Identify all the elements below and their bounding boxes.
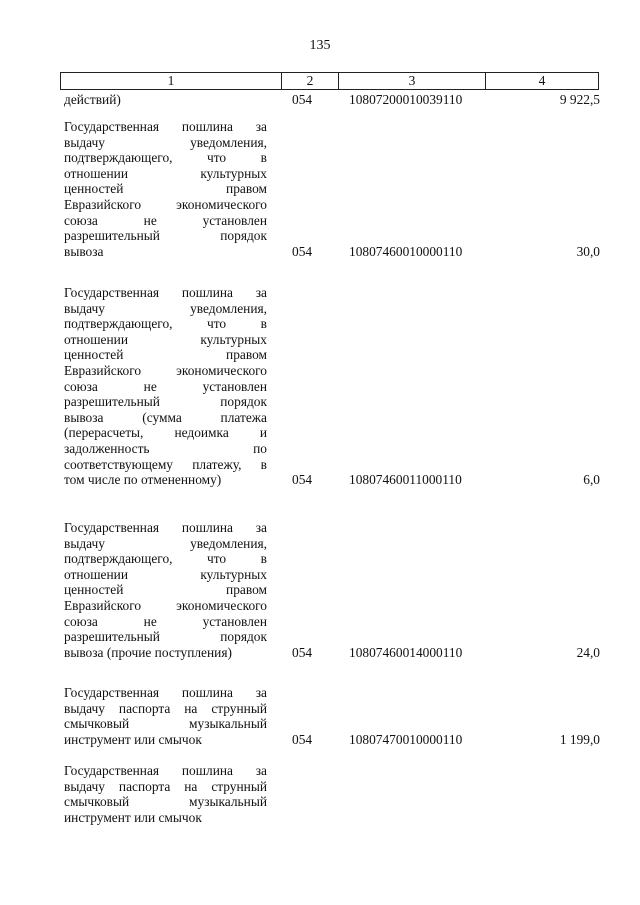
row-name-line: ценностей правом xyxy=(64,582,267,598)
row-name xyxy=(64,92,267,108)
row-name-line: выдачу уведомления, xyxy=(64,535,267,551)
row-name-line: выдачу уведомления, xyxy=(64,134,267,150)
column-3-header: 3 xyxy=(339,73,486,89)
row-code: 054 xyxy=(292,731,313,747)
row-amount: 9 922,5 xyxy=(559,92,600,107)
row-name-line: смычковый музыкальный xyxy=(64,794,267,810)
row-name-line: Государственная пошлина за xyxy=(64,119,267,134)
column-2-header: 2 xyxy=(282,73,339,89)
row-code: 054 xyxy=(292,92,313,107)
row-name-line: отношении культурных xyxy=(64,566,267,582)
row-name-line: ценностей правом xyxy=(64,347,267,363)
row-name-line: разрешительный порядок xyxy=(64,394,267,410)
row-name-line: (перерасчеты, недоимка и xyxy=(64,425,267,441)
row-name-line: подтверждающего, что в xyxy=(64,551,267,567)
row-name-line: инструмент или смычок xyxy=(64,809,202,825)
row-name-line: Государственная пошлина за xyxy=(64,285,267,300)
row-name-line: Государственная пошлина за xyxy=(64,685,267,700)
row-name-line: отношении культурных xyxy=(64,165,267,181)
row-amount: 30,0 xyxy=(576,243,600,259)
row-name-line: выдачу паспорта на струнный xyxy=(64,700,267,716)
row-name-line: действий) xyxy=(64,92,121,107)
row-name-line: вывоза (прочие поступления) xyxy=(64,644,232,660)
row-name-line: Государственная пошлина за xyxy=(64,763,267,778)
row-name xyxy=(64,520,267,660)
row-name-line: подтверждающего, что в xyxy=(64,316,267,332)
row-name-line: инструмент или смычок xyxy=(64,731,202,747)
row-kbk: 10807200010039110 xyxy=(349,92,463,107)
row-name xyxy=(64,685,267,747)
row-name-line: союза не установлен xyxy=(64,378,267,394)
row-name-line: разрешительный порядок xyxy=(64,228,267,244)
row-amount: 24,0 xyxy=(576,644,600,660)
row-amount: 6,0 xyxy=(583,472,600,488)
row-name xyxy=(64,119,267,259)
row-name-line: отношении культурных xyxy=(64,331,267,347)
row-kbk: 10807460014000110 xyxy=(349,644,463,660)
row-name-line: подтверждающего, что в xyxy=(64,150,267,166)
row-name xyxy=(64,285,267,488)
row-name-line: Евразийского экономического xyxy=(64,362,267,378)
row-name-line: союза не установлен xyxy=(64,212,267,228)
row-name-line: том числе по отмененному) xyxy=(64,472,222,488)
row-code: 054 xyxy=(292,644,313,660)
row-name-line: Государственная пошлина за xyxy=(64,520,267,535)
row-name-line: Евразийского экономического xyxy=(64,597,267,613)
row-code: 054 xyxy=(292,472,313,488)
row-name-line: ценностей правом xyxy=(64,181,267,197)
row-name-line: вывоза (сумма платежа xyxy=(64,409,267,425)
row-name-line: выдачу уведомления, xyxy=(64,300,267,316)
row-code: 054 xyxy=(292,243,313,259)
row-name-line: Евразийского экономического xyxy=(64,196,267,212)
row-name-line: задолженность по xyxy=(64,440,267,456)
row-name-line: смычковый музыкальный xyxy=(64,716,267,732)
row-kbk: 10807460010000110 xyxy=(349,243,463,259)
column-4-header: 4 xyxy=(538,73,546,88)
table-column-header xyxy=(60,72,599,90)
row-kbk: 10807460011000110 xyxy=(349,472,462,488)
column-1-header: 1 xyxy=(61,73,282,89)
page-number: 135 xyxy=(309,38,331,53)
row-kbk: 10807470010000110 xyxy=(349,731,463,747)
row-name-line: соответствующему платежу, в xyxy=(64,456,267,472)
row-name xyxy=(64,763,267,825)
row-name-line: вывоза xyxy=(64,243,104,259)
row-name-line: разрешительный порядок xyxy=(64,629,267,645)
row-name-line: союза не установлен xyxy=(64,613,267,629)
row-name-line: выдачу паспорта на струнный xyxy=(64,778,267,794)
row-amount: 1 199,0 xyxy=(559,731,600,747)
